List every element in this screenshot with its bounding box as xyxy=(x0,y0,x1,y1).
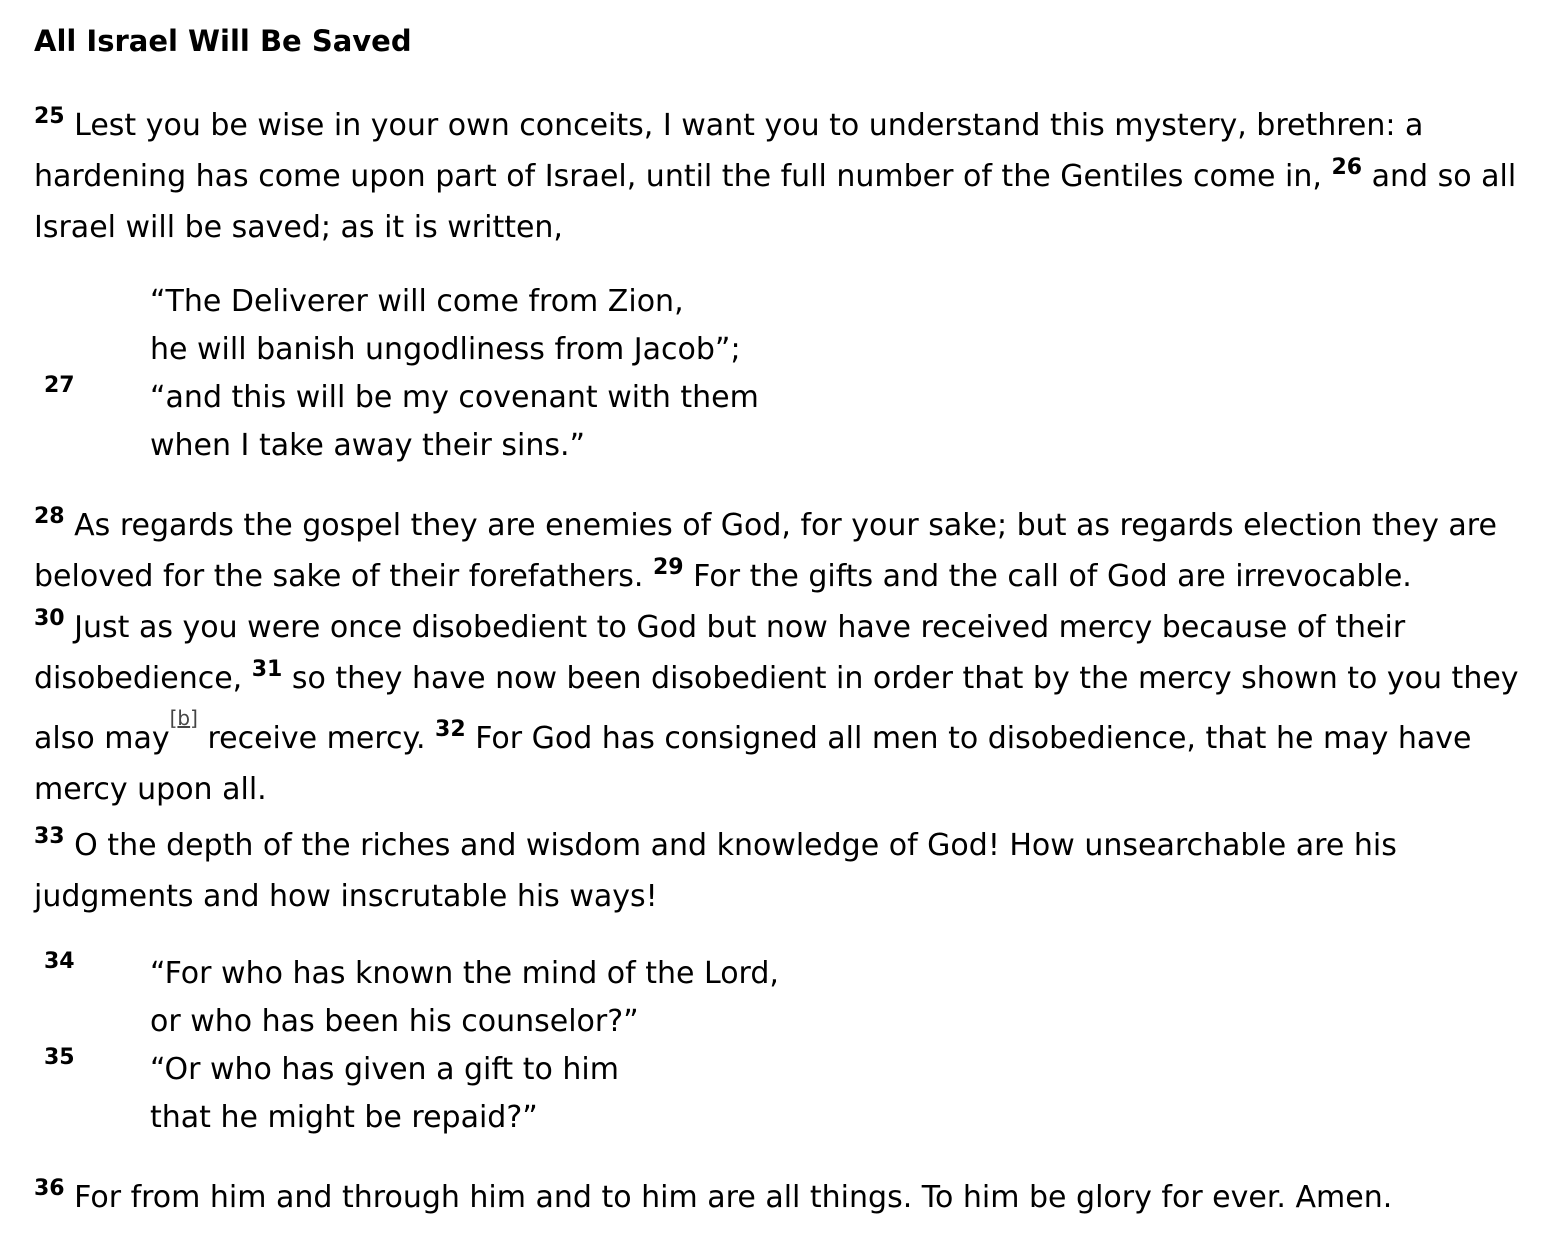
poem-line xyxy=(0,422,1566,470)
verse-number-32: 32 xyxy=(435,717,466,742)
verse-number-29: 29 xyxy=(653,555,684,580)
verse-number-35: 35 xyxy=(44,1045,75,1070)
poem-line-text: when I take away their sins.” xyxy=(150,428,586,463)
poem-line-text: “and this will be my covenant with them xyxy=(150,380,759,415)
verse-text-32: For God has consigned all men to disobedience, that he may have mercy upon all. xyxy=(34,721,1472,807)
verse-text-30: Just as you were once disobedient to God but now have received mercy because of their disobedience, xyxy=(34,610,1406,696)
poem-line-text: “Or who has given a gift to him xyxy=(150,1052,619,1087)
poem-line xyxy=(0,374,1566,422)
verse-number-33: 33 xyxy=(34,824,65,849)
poem-line xyxy=(0,326,1566,374)
verse-text-25: Lest you be wise in your own conceits, I want you to understand this mystery, brethren: a hardening has come upon part of Israel, until the full number of the Gentiles come in, xyxy=(34,108,1424,194)
verse-text-31b: receive mercy. xyxy=(197,721,436,756)
verse-number-36: 36 xyxy=(34,1176,65,1201)
footnote-link[interactable] xyxy=(170,706,198,730)
poem-line-text: or who has been his counselor?” xyxy=(150,1004,639,1039)
poem-line-text: he will banish ungodliness from Jacob”; xyxy=(150,332,741,367)
verse-number-25: 25 xyxy=(34,104,65,129)
verse-number-27: 27 xyxy=(44,373,75,398)
verse-number-34: 34 xyxy=(44,949,75,974)
paragraph-verse-36 xyxy=(34,1174,1544,1225)
paragraph-verses-28-32 xyxy=(34,502,1544,814)
footnote-letter: b xyxy=(177,706,191,730)
verse-number-31: 31 xyxy=(251,657,283,682)
poetry-block-1 xyxy=(0,278,1566,470)
paragraph-verse-33 xyxy=(34,822,1544,921)
verse-text-31a: so they have now been disobedient in order that by the mercy shown to you they also may xyxy=(34,661,1519,756)
verse-number-26: 26 xyxy=(1331,155,1363,180)
poem-line xyxy=(0,1046,1566,1094)
verse-text-36: For from him and through him and to him are all things. To him be glory for ever. Amen. xyxy=(64,1180,1393,1215)
section-heading: All Israel Will Be Saved xyxy=(34,24,412,58)
verse-text-29: For the gifts and the call of God are irrevocable. xyxy=(683,559,1412,594)
paragraph-verses-25-26 xyxy=(34,102,1544,252)
footnote-open-bracket: [ xyxy=(169,706,178,730)
poem-line xyxy=(0,278,1566,326)
verse-number-30: 30 xyxy=(34,606,65,631)
poetry-block-2 xyxy=(0,950,1566,1142)
verse-number-28: 28 xyxy=(34,504,65,529)
poem-line-text: “For who has known the mind of the Lord, xyxy=(150,956,779,991)
poem-line xyxy=(0,950,1566,998)
verse-text-33: O the depth of the riches and wisdom and knowledge of God! How unsearchable are his judgments and how inscrutable his ways! xyxy=(34,828,1397,914)
poem-line-text: “The Deliverer will come from Zion, xyxy=(150,284,684,319)
footnote-close-bracket: ] xyxy=(190,706,198,730)
verse-text-26: and so all Israel will be saved; as it is written, xyxy=(34,159,1517,245)
poem-line xyxy=(0,1094,1566,1142)
poem-line-text: that he might be repaid?” xyxy=(150,1100,538,1135)
verse-text-28: As regards the gospel they are enemies of God, for your sake; but as regards election they are beloved for the sake of their forefathers. xyxy=(34,508,1497,594)
poem-line xyxy=(0,998,1566,1046)
